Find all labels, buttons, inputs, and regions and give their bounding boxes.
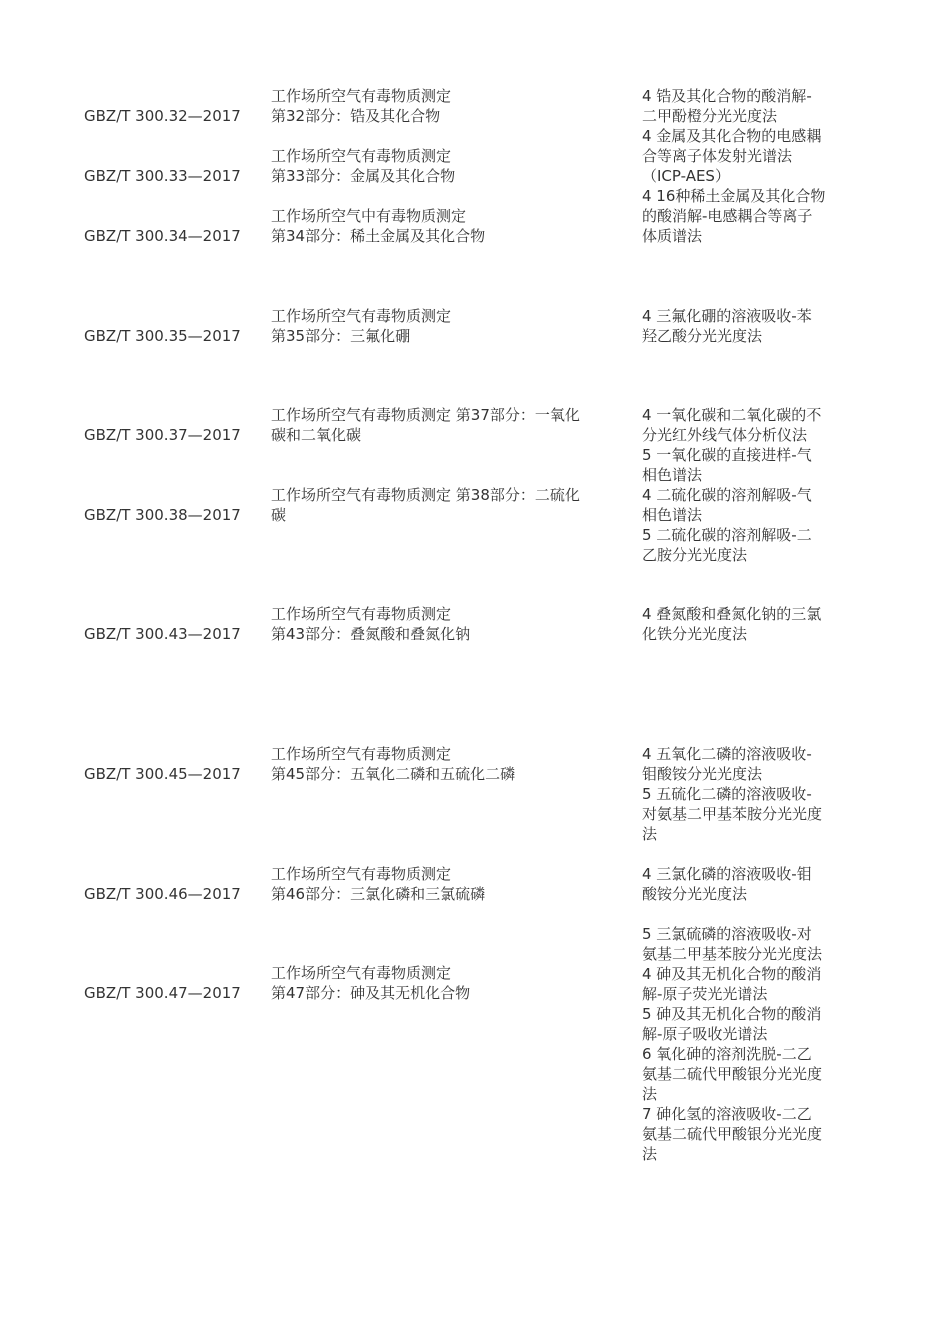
method-line: 4 五氧化二磷的溶液吸收-	[642, 745, 812, 763]
method-line: 乙胺分光光度法	[642, 546, 748, 564]
method-line: 4 二硫化碳的溶剂解吸-气	[642, 486, 812, 504]
method-line: 解-原子吸收光谱法	[642, 1025, 768, 1043]
title-line: 工作场所空气有毒物质测定 第38部分：二硫化	[271, 486, 580, 504]
method-line: 酸铵分光光度法	[642, 885, 748, 903]
standard-title	[271, 604, 633, 644]
title-line: 工作场所空气有毒物质测定	[271, 745, 452, 763]
title-line: 工作场所空气有毒物质测定	[271, 605, 452, 623]
title-line: 工作场所空气有毒物质测定	[271, 87, 452, 105]
method-list	[642, 744, 860, 844]
standard-title	[271, 86, 633, 126]
title-line: 第33部分：金属及其化合物	[271, 167, 456, 185]
method-line: 法	[642, 1085, 658, 1103]
title-line: 第45部分：五氧化二磷和五硫化二磷	[271, 765, 516, 783]
standard-code: GBZ/T 300.47—2017	[84, 984, 241, 1002]
standard-code: GBZ/T 300.38—2017	[84, 506, 241, 524]
standard-title	[271, 744, 633, 784]
standard-title	[271, 963, 633, 1003]
title-line: 第47部分：砷及其无机化合物	[271, 984, 471, 1002]
method-line: 钼酸铵分光光度法	[642, 765, 763, 783]
method-line: 化铁分光光度法	[642, 625, 748, 643]
method-line: 7 砷化氢的溶液吸收-二乙	[642, 1105, 812, 1123]
method-line: 氨基二硫代甲酸银分光光度	[642, 1065, 823, 1083]
title-line: 第35部分：三氟化硼	[271, 327, 411, 345]
title-line: 第43部分：叠氮酸和叠氮化钠	[271, 625, 471, 643]
method-line: 4 一氧化碳和二氧化碳的不	[642, 406, 822, 424]
standard-title	[271, 864, 633, 904]
standard-title	[271, 485, 633, 525]
method-line: 法	[642, 825, 658, 843]
standard-code: GBZ/T 300.43—2017	[84, 625, 241, 643]
method-line: 4 三氟化硼的溶液吸收-苯	[642, 307, 812, 325]
title-line: 第46部分：三氯化磷和三氯硫磷	[271, 885, 486, 903]
method-line: 5 三氯硫磷的溶液吸收-对	[642, 925, 812, 943]
method-line: 相色谱法	[642, 466, 703, 484]
title-line: 碳	[271, 506, 287, 524]
title-line: 第34部分：稀土金属及其化合物	[271, 227, 486, 245]
method-line: 的酸消解-电感耦合等离子	[642, 207, 813, 225]
standard-code: GBZ/T 300.34—2017	[84, 227, 241, 245]
title-line: 工作场所空气有毒物质测定	[271, 865, 452, 883]
standard-code: GBZ/T 300.35—2017	[84, 327, 241, 345]
title-line: 第32部分：锆及其化合物	[271, 107, 441, 125]
standard-title	[271, 206, 633, 246]
standard-title	[271, 306, 633, 346]
method-line: 4 锆及其化合物的酸消解-	[642, 87, 812, 105]
title-line: 工作场所空气有毒物质测定 第37部分：一氧化	[271, 406, 580, 424]
method-list	[642, 126, 860, 186]
method-line: 5 一氧化碳的直接进样-气	[642, 446, 812, 464]
method-line: 解-原子荧光光谱法	[642, 985, 768, 1003]
method-line: 5 二硫化碳的溶剂解吸-二	[642, 526, 812, 544]
method-list	[642, 86, 860, 126]
method-line: 4 三氯化磷的溶液吸收-钼	[642, 865, 812, 883]
method-line: 5 五硫化二磷的溶液吸收-	[642, 785, 812, 803]
method-line: 4 砷及其无机化合物的酸消	[642, 965, 822, 983]
method-line: 氨基二硫代甲酸银分光光度	[642, 1125, 823, 1143]
method-line: 对氨基二甲基苯胺分光光度	[642, 805, 823, 823]
method-line: 氨基二甲基苯胺分光光度法	[642, 945, 823, 963]
standard-code: GBZ/T 300.45—2017	[84, 765, 241, 783]
method-line: 5 砷及其无机化合物的酸消	[642, 1005, 822, 1023]
standard-title	[271, 405, 633, 445]
method-line: 4 叠氮酸和叠氮化钠的三氯	[642, 605, 822, 623]
title-line: 工作场所空气有毒物质测定	[271, 307, 452, 325]
standard-title	[271, 146, 633, 186]
standard-code: GBZ/T 300.37—2017	[84, 426, 241, 444]
method-list	[642, 924, 860, 1164]
method-list	[642, 604, 860, 644]
method-line: 体质谱法	[642, 227, 703, 245]
standard-code: GBZ/T 300.33—2017	[84, 167, 241, 185]
method-line: 法	[642, 1145, 658, 1163]
title-line: 工作场所空气中有毒物质测定	[271, 207, 467, 225]
method-line: 6 氧化砷的溶剂洗脱-二乙	[642, 1045, 812, 1063]
method-list	[642, 864, 860, 904]
title-line: 碳和二氧化碳	[271, 426, 362, 444]
title-line: 工作场所空气有毒物质测定	[271, 964, 452, 982]
method-list	[642, 485, 860, 565]
method-line: 分光红外线气体分析仪法	[642, 426, 808, 444]
standard-code: GBZ/T 300.32—2017	[84, 107, 241, 125]
method-line: 4 16种稀土金属及其化合物	[642, 187, 826, 205]
method-list	[642, 186, 860, 246]
method-line: 相色谱法	[642, 506, 703, 524]
method-list	[642, 306, 860, 346]
standard-code: GBZ/T 300.46—2017	[84, 885, 241, 903]
method-line: （ICP-AES）	[642, 167, 730, 185]
method-line: 合等离子体发射光谱法	[642, 147, 793, 165]
method-line: 4 金属及其化合物的电感耦	[642, 127, 822, 145]
method-list	[642, 405, 860, 485]
method-line: 二甲酚橙分光光度法	[642, 107, 778, 125]
title-line: 工作场所空气有毒物质测定	[271, 147, 452, 165]
method-line: 羟乙酸分光光度法	[642, 327, 763, 345]
